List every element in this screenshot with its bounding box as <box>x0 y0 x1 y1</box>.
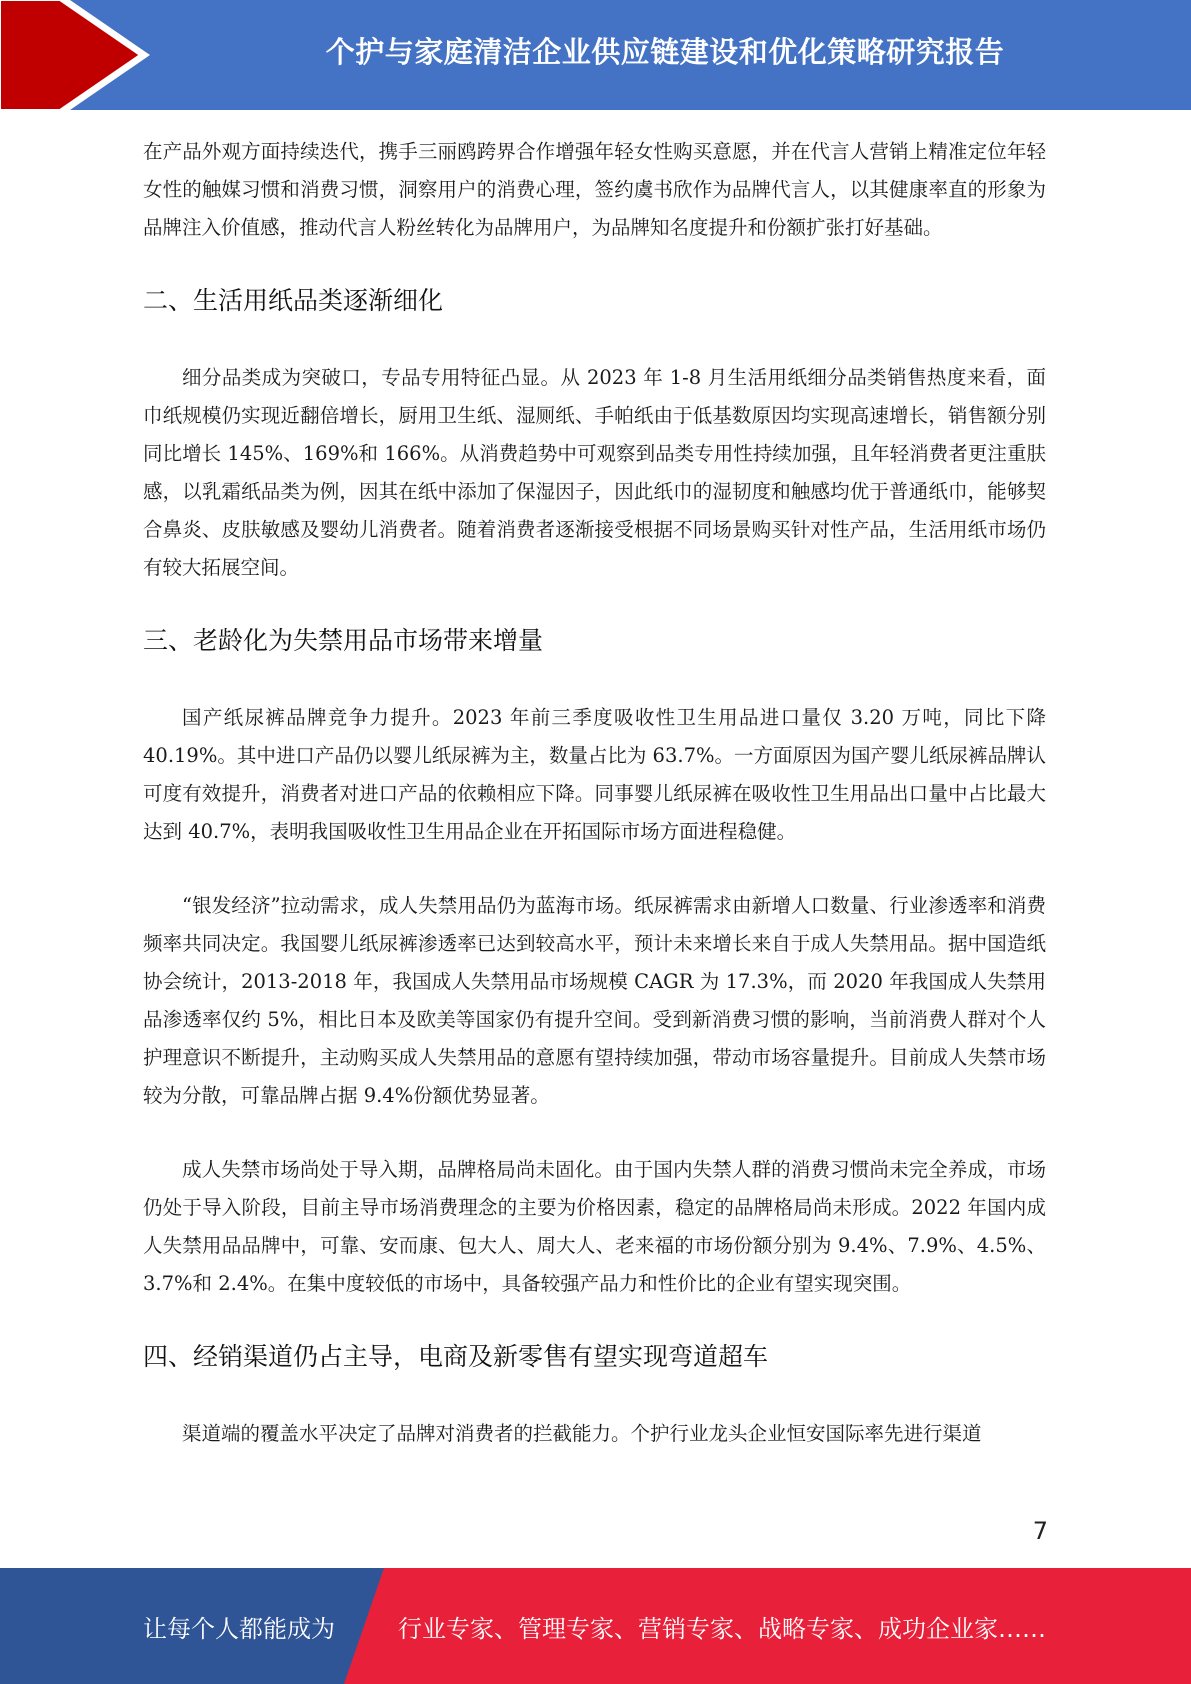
paragraph: 在产品外观方面持续迭代，携手三丽鸥跨界合作增强年轻女性购买意愿，并在代言人营销上精准定位年轻女性的触媒习惯和消费习惯，洞察用户的消费心理，签约虞书欣作为品牌代言人，以其健康率直的形象为品牌注入价值感，推动代言人粉丝转化为品牌用户，为品牌知名度提升和份额扩张打好基础。 <box>143 140 1046 239</box>
paragraph: 国产纸尿裤品牌竞争力提升。2023 年前三季度吸收性卫生用品进口量仅 3.20 万吨，同比下降 40.19%。其中进口产品仍以婴儿纸尿裤为主，数量占比为 63.7%。一方面原因为国产婴儿纸尿裤品牌认可度有效提升，消费者对进口产品的依赖相应下降。同事婴儿纸尿裤在吸收性卫生用品出口量中占比最大达到 40.7%，表明我国吸收性卫生用品企业在开拓国际市场方面进程稳健。 <box>143 706 1046 843</box>
section-heading: 四、经销渠道仍占主导，电商及新零售有望实现弯道超车 <box>143 1342 769 1371</box>
document-body <box>143 133 1046 1453</box>
section-heading: 三、老龄化为失禁用品市场带来增量 <box>143 626 544 655</box>
page-header <box>0 0 1191 110</box>
header-arrow-icon <box>0 0 160 110</box>
paragraph: 成人失禁市场尚处于导入期，品牌格局尚未固化。由于国内失禁人群的消费习惯尚未完全养成，市场仍处于导入阶段，目前主导市场消费理念的主要为价格因素，稳定的品牌格局尚未形成。2022 年国内成人失禁用品品牌中，可靠、安而康、包大人、周大人、老来福的市场份额分别为 9.4%、7.9%、4.5%、3.7%和 2.4%。在集中度较低的市场中，具备较强产品力和性价比的企业有望实现突围。 <box>143 1158 1046 1295</box>
report-title: 个护与家庭清洁企业供应链建设和优化策略研究报告 <box>325 34 1005 69</box>
page-number: 7 <box>1032 1517 1048 1545</box>
section-heading: 二、生活用纸品类逐渐细化 <box>143 286 444 315</box>
page-footer <box>0 1568 1191 1684</box>
paragraph: “银发经济”拉动需求，成人失禁用品仍为蓝海市场。纸尿裤需求由新增人口数量、行业渗透率和消费频率共同决定。我国婴儿纸尿裤渗透率已达到较高水平，预计未来增长来自于成人失禁用品。据中国造纸协会统计，2013-2018 年，我国成人失禁用品市场规模 CAGR 为 17.3%，而 2020 年我国成人失禁用品渗透率仅约 5%，相比日本及欧美等国家仍有提升空间。受到新消费习惯的影响，当前消费人群对个人护理意识不断提升，主动购买成人失禁用品的意愿有望持续加强，带动市场容量提升。目前成人失禁市场较为分散，可靠品牌占据 9.4%份额优势显著。 <box>143 894 1046 1107</box>
paragraph: 细分品类成为突破口，专品专用特征凸显。从 2023 年 1-8 月生活用纸细分品类销售热度来看，面巾纸规模仍实现近翻倍增长，厨用卫生纸、湿厕纸、手帕纸由于低基数原因均实现高速增长，销售额分别同比增长 145%、169%和 166%。从消费趋势中可观察到品类专用性持续加强，且年轻消费者更注重肤感，以乳霜纸品类为例，因其在纸中添加了保湿因子，因此纸巾的湿韧度和触感均优于普通纸巾，能够契合鼻炎、皮肤敏感及婴幼儿消费者。随着消费者逐渐接受根据不同场景购买针对性产品，生活用纸市场仍有较大拓展空间。 <box>143 366 1046 579</box>
paragraph: 渠道端的覆盖水平决定了品牌对消费者的拦截能力。个护行业龙头企业恒安国际率先进行渠道 <box>182 1422 982 1445</box>
footer-slogan-left: 让每个人都能成为 <box>143 1614 335 1643</box>
footer-slogan-right: 行业专家、管理专家、营销专家、战略专家、成功企业家…… <box>398 1614 1046 1643</box>
